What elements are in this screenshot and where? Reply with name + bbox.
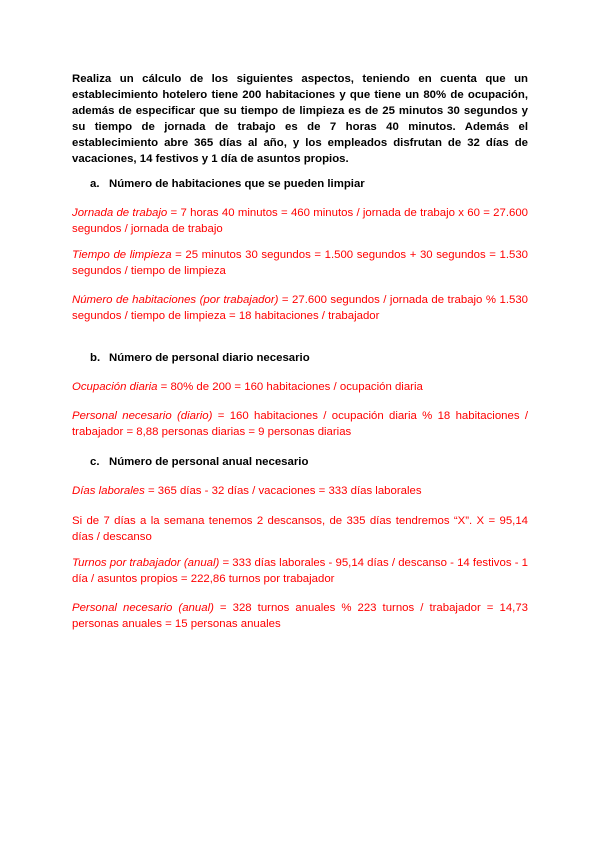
answer-text: Si de 7 días a la semana tenemos 2 descansos, de 335 días tendremos “X”. X = 95,14 días / descanso bbox=[72, 515, 528, 543]
answer-jornada-trabajo bbox=[72, 205, 528, 237]
answer-turnos-trabajador bbox=[72, 555, 528, 587]
exercise-statement: Realiza un cálculo de los siguientes aspectos, teniendo en cuenta que un establecimiento hotelero tiene 200 habitaciones y que tiene un 80% de ocupación, además de especificar que su tiempo de limpieza es de 25 minutos 30 segundos y su tiempo de jornada de trabajo es de 7 horas 40 minutos. Además el establecimiento abre 365 días al año, y los empleados disfrutan de 32 días de vacaciones, 14 festivos y 1 día de asuntos propios. bbox=[72, 73, 528, 165]
section-a-title: Número de habitaciones que se pueden limpiar bbox=[109, 178, 365, 190]
answer-descansos bbox=[72, 513, 528, 545]
answer-dias-laborales bbox=[72, 483, 528, 499]
section-c-heading bbox=[90, 454, 530, 470]
answer-text: = 160 habitaciones / ocupación diaria % 18 habitaciones / trabajador = 8,88 personas diarias = 9 personas diarias bbox=[72, 410, 528, 438]
answer-personal-diario bbox=[72, 408, 528, 440]
answer-term: Personal necesario (anual) bbox=[72, 602, 214, 614]
answer-tiempo-limpieza bbox=[72, 247, 528, 279]
section-b-heading bbox=[90, 350, 530, 366]
answer-term: Tiempo de limpieza bbox=[72, 249, 172, 261]
answer-term: Turnos por trabajador (anual) bbox=[72, 557, 220, 569]
answer-personal-anual bbox=[72, 600, 528, 632]
section-c-title: Número de personal anual necesario bbox=[109, 456, 309, 468]
answer-text: = 333 días laborales - 95,14 días / descanso - 14 festivos - 1 día / asuntos propios = 222,86 turnos por trabajador bbox=[72, 557, 528, 585]
section-b-title: Número de personal diario necesario bbox=[109, 352, 310, 364]
answer-text: = 25 minutos 30 segundos = 1.500 segundos + 30 segundos = 1.530 segundos / tiempo de limpieza bbox=[72, 249, 528, 277]
answer-ocupacion-diaria bbox=[72, 379, 528, 395]
answer-numero-habitaciones bbox=[72, 292, 528, 324]
answer-term: Personal necesario (diario) bbox=[72, 410, 213, 422]
section-a-number: a. bbox=[90, 178, 100, 190]
answer-text: = 7 horas 40 minutos = 460 minutos / jornada de trabajo x 60 = 27.600 segundos / jornada de trabajo bbox=[72, 207, 528, 235]
answer-text: = 328 turnos anuales % 223 turnos / trabajador = 14,73 personas anuales = 15 personas anuales bbox=[72, 602, 528, 630]
answer-term: Jornada de trabajo bbox=[72, 207, 168, 219]
section-b-number: b. bbox=[90, 352, 101, 364]
answer-term: Número de habitaciones (por trabajador) bbox=[72, 294, 279, 306]
answer-term: Ocupación diaria bbox=[72, 381, 158, 393]
answer-text: = 80% de 200 = 160 habitaciones / ocupación diaria bbox=[157, 381, 423, 393]
section-c-number: c. bbox=[90, 456, 100, 468]
answer-text: = 365 días - 32 días / vacaciones = 333 días laborales bbox=[144, 485, 422, 497]
answer-term: Días laborales bbox=[72, 485, 145, 497]
section-a-heading bbox=[90, 176, 530, 192]
answer-text: = 27.600 segundos / jornada de trabajo % 1.530 segundos / tiempo de limpieza = 18 habitaciones / trabajador bbox=[72, 294, 528, 322]
